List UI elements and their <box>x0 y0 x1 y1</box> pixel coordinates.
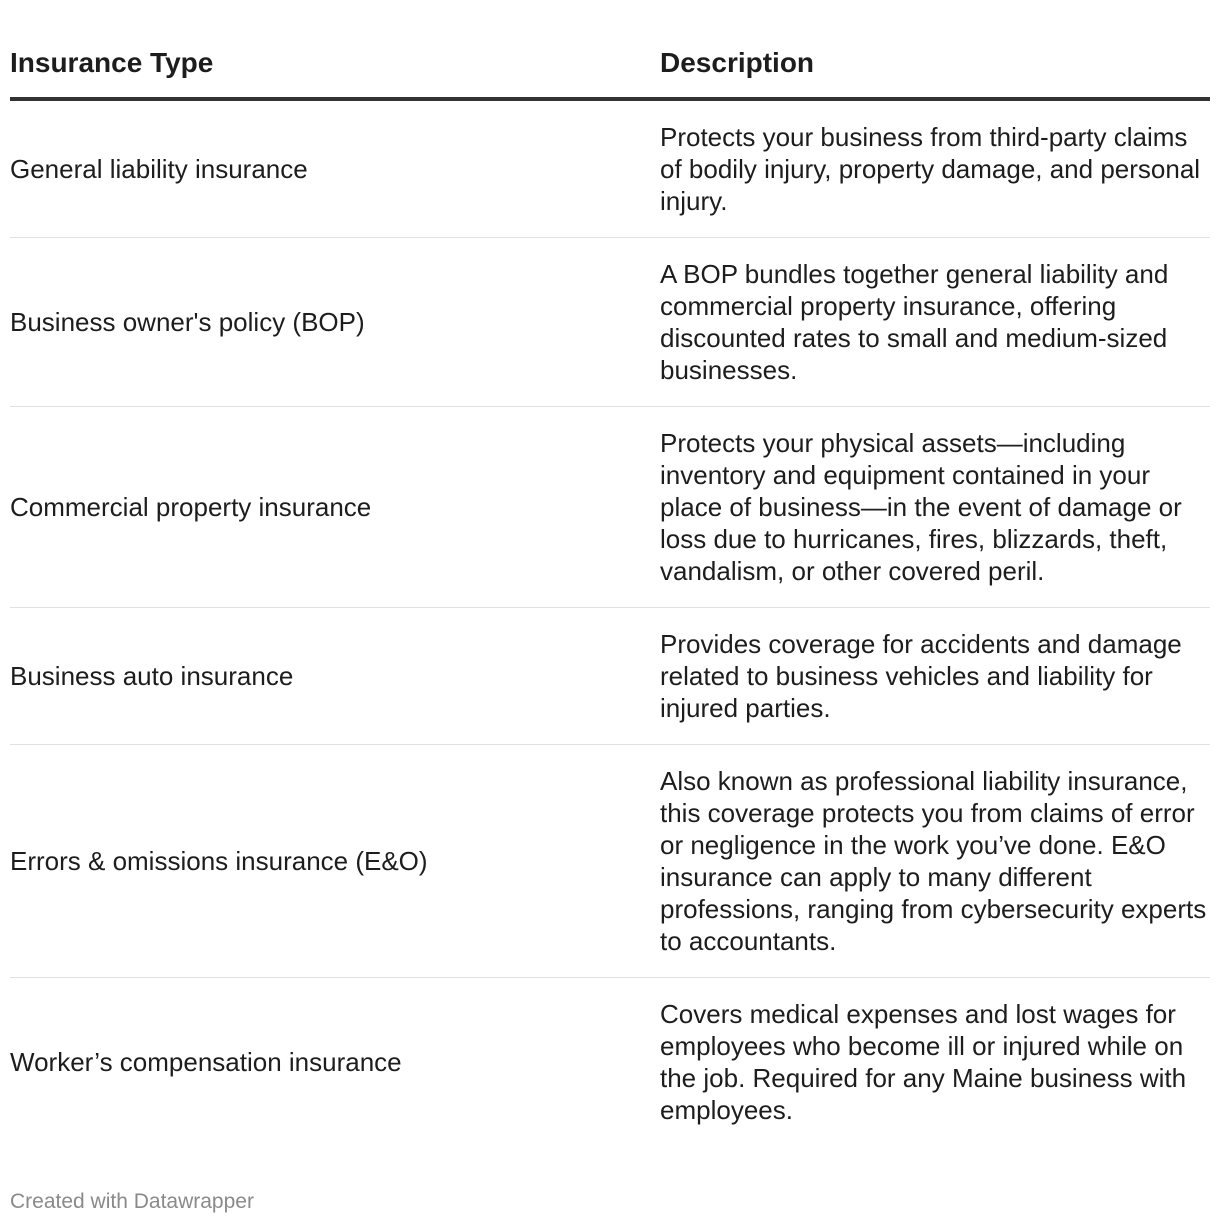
column-header-insurance-type: Insurance Type <box>10 0 660 99</box>
table-header-row <box>10 0 1210 99</box>
description-cell: Covers medical expenses and lost wages for employees who become ill or injured while on the job. Required for any Maine business with employees. <box>660 999 1187 1125</box>
insurance-table <box>10 0 1210 1146</box>
description-cell: Protects your physical assets—including inventory and equipment contained in your place of business—in the event of damage or loss due to hurricanes, fires, blizzards, theft, vandalism, or other covered peril. <box>660 407 1210 608</box>
description-cell: Provides coverage for accidents and damage related to business vehicles and liability for injured parties. <box>660 608 1210 745</box>
column-header-description: Description <box>660 0 1210 99</box>
description-cell: Also known as professional liability insurance, this coverage protects you from claims of error or negligence in the work you’ve done. E&O insurance can apply to many different professions, ranging from cybersecurity experts to accountants. <box>660 745 1210 978</box>
description-cell: A BOP bundles together general liability and commercial property insurance, offering discounted rates to small and medium-sized businesses. <box>660 238 1210 407</box>
insurance-type-cell: Errors & omissions insurance (E&O) <box>10 745 660 978</box>
table-row <box>10 99 1210 238</box>
insurance-type-cell: Business auto insurance <box>10 608 660 745</box>
table-row <box>10 745 1210 978</box>
insurance-type-cell: Worker’s compensation insurance <box>10 1047 402 1077</box>
table-row <box>10 978 1210 1147</box>
insurance-table-container <box>10 0 1210 1146</box>
description-cell: Protects your business from third-party claims of bodily injury, property damage, and personal injury. <box>660 99 1210 238</box>
insurance-type-cell: General liability insurance <box>10 99 660 238</box>
datawrapper-credit: Created with Datawrapper <box>10 1190 254 1213</box>
insurance-type-cell: Business owner's policy (BOP) <box>10 238 660 407</box>
table-row <box>10 407 1210 608</box>
table-row <box>10 238 1210 407</box>
table-row <box>10 608 1210 745</box>
insurance-type-cell: Commercial property insurance <box>10 407 660 608</box>
